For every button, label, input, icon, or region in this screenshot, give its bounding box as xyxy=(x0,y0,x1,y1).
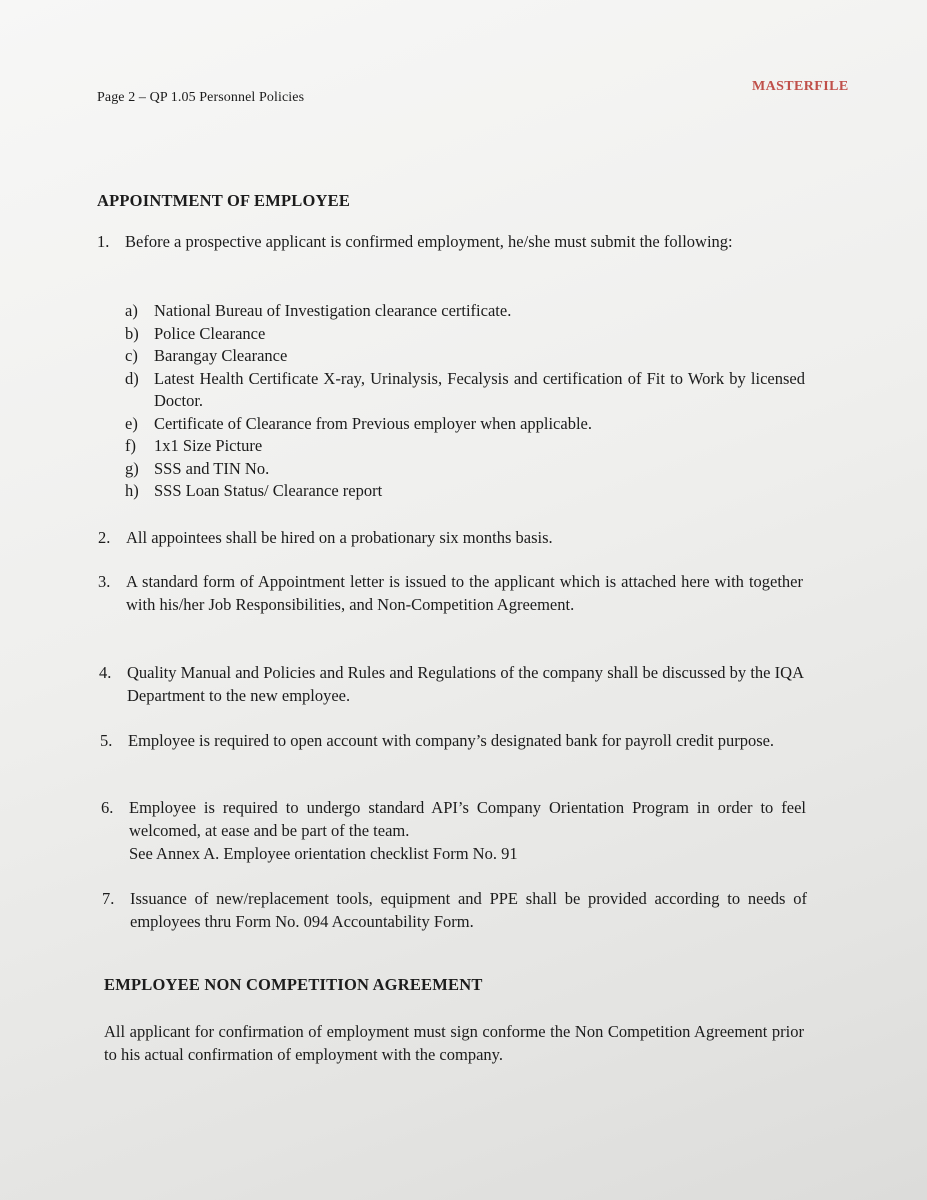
requirement-item xyxy=(125,368,805,413)
item-number: 6. xyxy=(101,798,114,817)
item-text: Employee is required to undergo standard API’s Company Orientation Program in order to feel welcomed, at ease and be part of the team. xyxy=(129,798,806,840)
item-text: Quality Manual and Policies and Rules and Regulations of the company shall be discussed by the IQA Department to the new employee. xyxy=(127,663,804,705)
requirement-text: Latest Health Certificate X-ray, Urinalysis, Fecalysis and certification of Fit to Work by licensed Doctor. xyxy=(154,368,805,410)
item-number: 4. xyxy=(99,663,112,682)
requirement-letter: f) xyxy=(125,436,136,455)
requirement-text: Certificate of Clearance from Previous employer when applicable. xyxy=(154,413,592,433)
requirement-text: National Bureau of Investigation clearance certificate. xyxy=(154,301,512,320)
requirement-text: SSS and TIN No. xyxy=(154,458,270,478)
requirement-text: Barangay Clearance xyxy=(154,346,288,365)
item-text: All appointees shall be hired on a probationary six months basis. xyxy=(126,528,553,547)
requirement-item xyxy=(125,323,805,346)
requirement-item xyxy=(125,300,805,323)
masterfile-stamp: MASTERFILE xyxy=(752,79,849,94)
requirements-list xyxy=(125,300,805,503)
section-title-appointment: APPOINTMENT OF EMPLOYEE xyxy=(97,191,351,210)
non-competition-paragraph: All applicant for confirmation of employment must sign conforme the Non Competition Agreement prior to his actual confirmation of employment with the company. xyxy=(104,1022,804,1064)
item-number: 2. xyxy=(98,528,111,547)
requirement-text: 1x1 Size Picture xyxy=(154,436,263,455)
item-number: 7. xyxy=(102,889,115,908)
requirement-item xyxy=(125,435,805,458)
annex-note: See Annex A. Employee orientation checklist Form No. 91 xyxy=(129,844,518,863)
item-text: A standard form of Appointment letter is issued to the applicant which is attached here with together with his/her Job Responsibilities, and Non-Competition Agreement. xyxy=(126,572,803,614)
item-text: Before a prospective applicant is confirmed employment, he/she must submit the following: xyxy=(125,232,733,251)
requirement-item xyxy=(125,480,805,503)
requirement-letter: d) xyxy=(125,368,139,388)
item-text: Employee is required to open account with company’s designated bank for payroll credit purpose. xyxy=(128,731,775,750)
item-number: 5. xyxy=(100,731,113,750)
page-header: Page 2 – QP 1.05 Personnel Policies xyxy=(97,90,305,105)
requirement-item xyxy=(125,458,805,481)
item-text: Issuance of new/replacement tools, equipment and PPE shall be provided according to needs of employees thru Form No. 094 Accountability Form. xyxy=(130,889,807,931)
requirement-text: Police Clearance xyxy=(154,323,266,343)
requirement-letter: e) xyxy=(125,413,138,433)
requirement-letter: g) xyxy=(125,458,139,478)
requirement-item xyxy=(125,345,805,368)
requirement-letter: b) xyxy=(125,323,139,343)
requirement-text: SSS Loan Status/ Clearance report xyxy=(154,481,383,500)
item-number: 1. xyxy=(97,232,110,251)
section-title-non-competition: EMPLOYEE NON COMPETITION AGREEMENT xyxy=(104,975,483,994)
requirement-letter: c) xyxy=(125,346,138,365)
item-text-block xyxy=(129,796,806,865)
requirement-letter: h) xyxy=(125,481,139,500)
item-number: 3. xyxy=(98,572,111,591)
requirement-item xyxy=(125,413,805,436)
requirement-letter: a) xyxy=(125,301,138,320)
